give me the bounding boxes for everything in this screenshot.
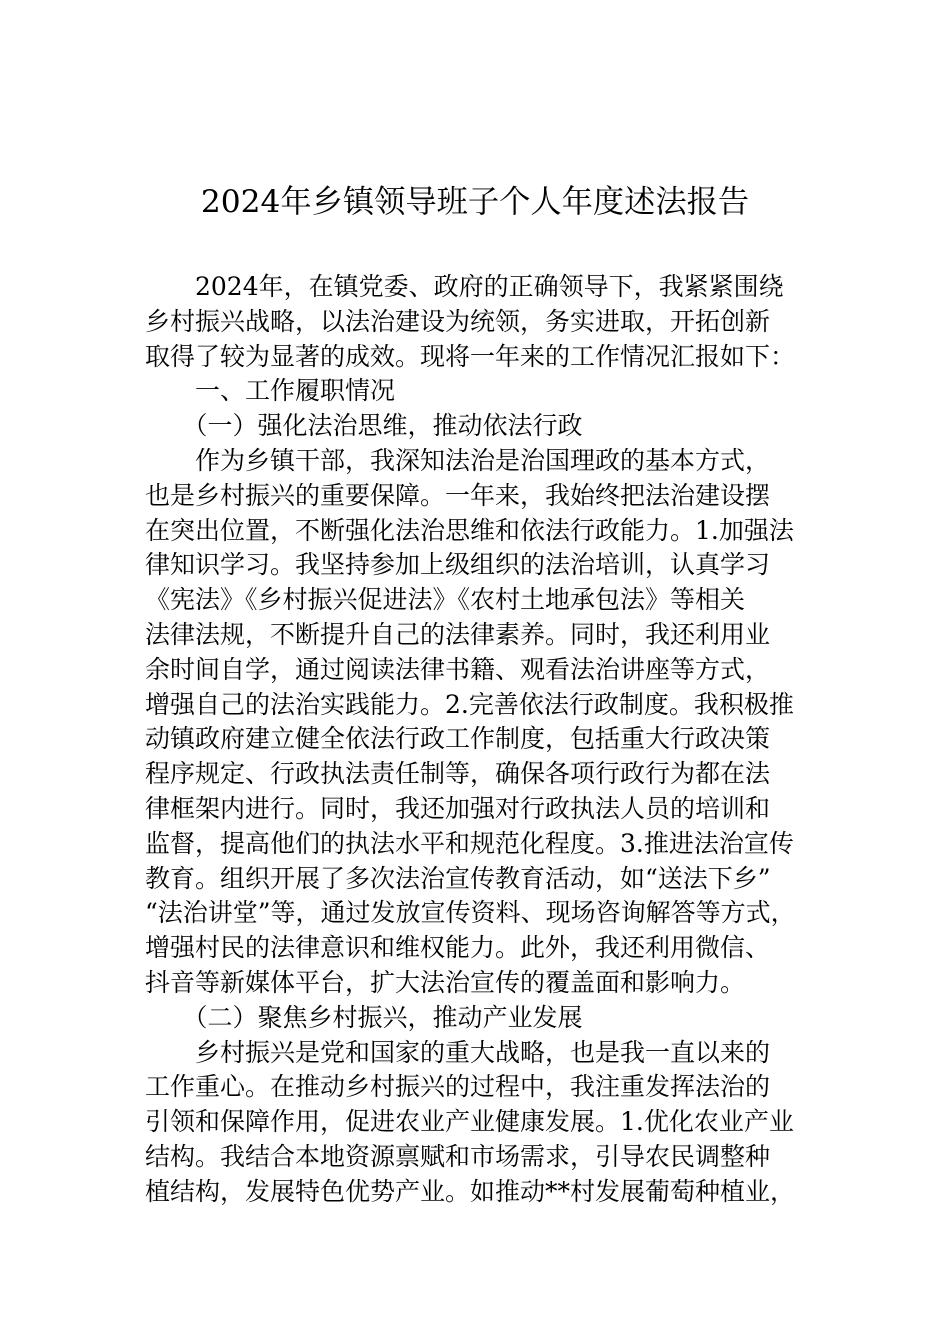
body-text-line: 引领和保障作用，促进农业产业健康发展。1.优化农业产业 xyxy=(145,1107,794,1137)
body-text-line: 在突出位置，不断强化法治思维和依法行政能力。1.加强法 xyxy=(145,515,794,545)
body-text-line: 余时间自学，通过阅读法律书籍、观看法治讲座等方式， xyxy=(145,654,771,684)
body-text-line: 《宪法》《乡村振兴促进法》《农村土地承包法》等相关 xyxy=(145,585,746,615)
body-text-line: 结构。我结合本地资源禀赋和市场需求，引导农民调整种 xyxy=(145,1142,771,1171)
body-text-line: 乡村振兴战略，以法治建设为统领，务实进取，开拓创新 xyxy=(145,306,771,336)
body-text-line: 程序规定、行政执法责任制等，确保各项行政行为都在法 xyxy=(145,759,771,789)
body-text-line: （一）强化法治思维，推动依法行政 xyxy=(145,411,583,441)
body-text-line: 抖音等新媒体平台，扩大法治宣传的覆盖面和影响力。 xyxy=(145,968,746,997)
body-text-line: 乡村振兴是党和国家的重大战略，也是我一直以来的 xyxy=(145,1037,771,1067)
body-text-line: 律框架内进行。同时，我还加强对行政执法人员的培训和 xyxy=(145,794,771,823)
body-text-line: 法律法规，不断提升自己的法律素养。同时，我还利用业 xyxy=(145,620,771,649)
body-text-line: 增强村民的法律意识和维权能力。此外，我还利用微信、 xyxy=(145,933,771,963)
body-text-line: 取得了较为显著的成效。现将一年来的工作情况汇报如下： xyxy=(145,341,796,371)
body-text-line: 一、工作履职情况 xyxy=(145,376,396,406)
body-text-line: 植结构，发展特色优势产业。如推动**村发展葡萄种植业， xyxy=(145,1176,796,1206)
body-text-line: （二）聚焦乡村振兴，推动产业发展 xyxy=(145,1002,583,1032)
body-text-line: 教育。组织开展了多次法治宣传教育活动，如“送法下乡” xyxy=(145,863,771,893)
body-text-line: 2024年，在镇党委、政府的正确领导下，我紧紧围绕 xyxy=(145,272,784,301)
body-text-line: “法治讲堂”等，通过发放宣传资料、现场咨询解答等方式， xyxy=(145,898,796,928)
body-text-line: 动镇政府建立健全依法行政工作制度，包括重大行政决策 xyxy=(145,724,771,754)
body-text-line: 增强自己的法治实践能力。2.完善依法行政制度。我积极推 xyxy=(145,689,794,719)
document-title: 2024年乡镇领导班子个人年度述法报告 xyxy=(200,184,750,220)
body-text-line: 也是乡村振兴的重要保障。一年来，我始终把法治建设摆 xyxy=(145,480,771,510)
body-text-line: 律知识学习。我坚持参加上级组织的法治培训，认真学习 xyxy=(145,550,771,580)
body-text-line: 监督，提高他们的执法水平和规范化程度。3.推进法治宣传 xyxy=(145,828,794,858)
body-text-line: 工作重心。在推动乡村振兴的过程中，我注重发挥法治的 xyxy=(145,1072,771,1102)
body-text-line: 作为乡镇干部，我深知法治是治国理政的基本方式， xyxy=(145,446,771,475)
